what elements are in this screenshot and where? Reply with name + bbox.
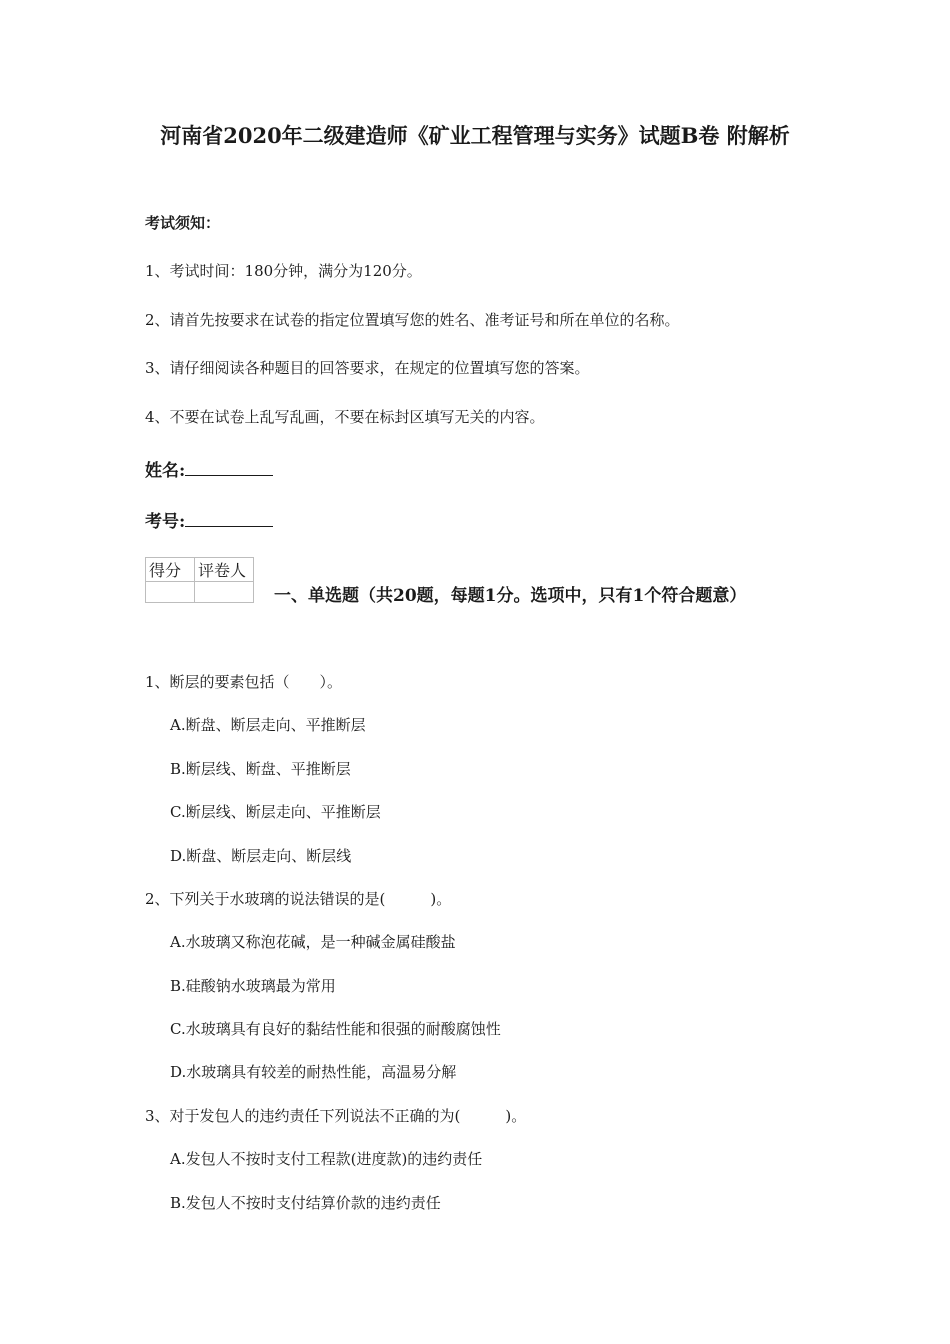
question-2-option-d: D.水玻璃具有较差的耐热性能，高温易分解 <box>170 1063 457 1081</box>
id-label: 考号: <box>145 512 186 532</box>
id-blank[interactable] <box>185 510 273 527</box>
question-3-option-b: B.发包人不按时支付结算价款的违约责任 <box>170 1194 441 1212</box>
notice-heading: 考试须知： <box>145 214 221 232</box>
notice-item-3: 3、请仔细阅读各种题目的回答要求，在规定的位置填写您的答案。 <box>145 359 590 377</box>
question-1-option-d: D.断盘、断层走向、断层线 <box>170 847 352 865</box>
notice-item-4: 4、不要在试卷上乱写乱画，不要在标封区填写无关的内容。 <box>145 408 545 426</box>
question-1-stem: 1、断层的要素包括（ ）。 <box>145 673 343 691</box>
notice-item-1: 1、考试时间：180分钟，满分为120分。 <box>145 262 422 280</box>
question-2-option-b: B.硅酸钠水玻璃最为常用 <box>170 977 336 995</box>
question-2-stem: 2、下列关于水玻璃的说法错误的是( )。 <box>145 890 452 908</box>
question-2-option-a: A.水玻璃又称泡花碱，是一种碱金属硅酸盐 <box>170 933 456 951</box>
name-blank[interactable] <box>185 459 273 476</box>
question-3-stem: 3、对于发包人的违约责任下列说法不正确的为( )。 <box>145 1107 527 1125</box>
name-field <box>145 456 273 481</box>
question-3-option-a: A.发包人不按时支付工程款(进度款)的违约责任 <box>170 1150 483 1168</box>
question-2-option-c: C.水玻璃具有良好的黏结性能和很强的耐酸腐蚀性 <box>170 1020 501 1038</box>
name-label: 姓名: <box>145 461 186 481</box>
grader-header: 评卷人 <box>195 558 254 582</box>
notice-item-2: 2、请首先按要求在试卷的指定位置填写您的姓名、准考证号和所在单位的名称。 <box>145 311 680 329</box>
score-header: 得分 <box>146 558 195 582</box>
id-field <box>145 507 273 532</box>
section-title: 一、单选题（共20题，每题1分。选项中，只有1个符合题意） <box>274 586 747 606</box>
question-1-option-a: A.断盘、断层走向、平推断层 <box>170 716 366 734</box>
question-1-option-c: C.断层线、断层走向、平推断层 <box>170 803 381 821</box>
question-1-option-b: B.断层线、断盘、平推断层 <box>170 760 351 778</box>
document-title: 河南省2020年二级建造师《矿业工程管理与实务》试题B卷 附解析 <box>160 123 790 148</box>
